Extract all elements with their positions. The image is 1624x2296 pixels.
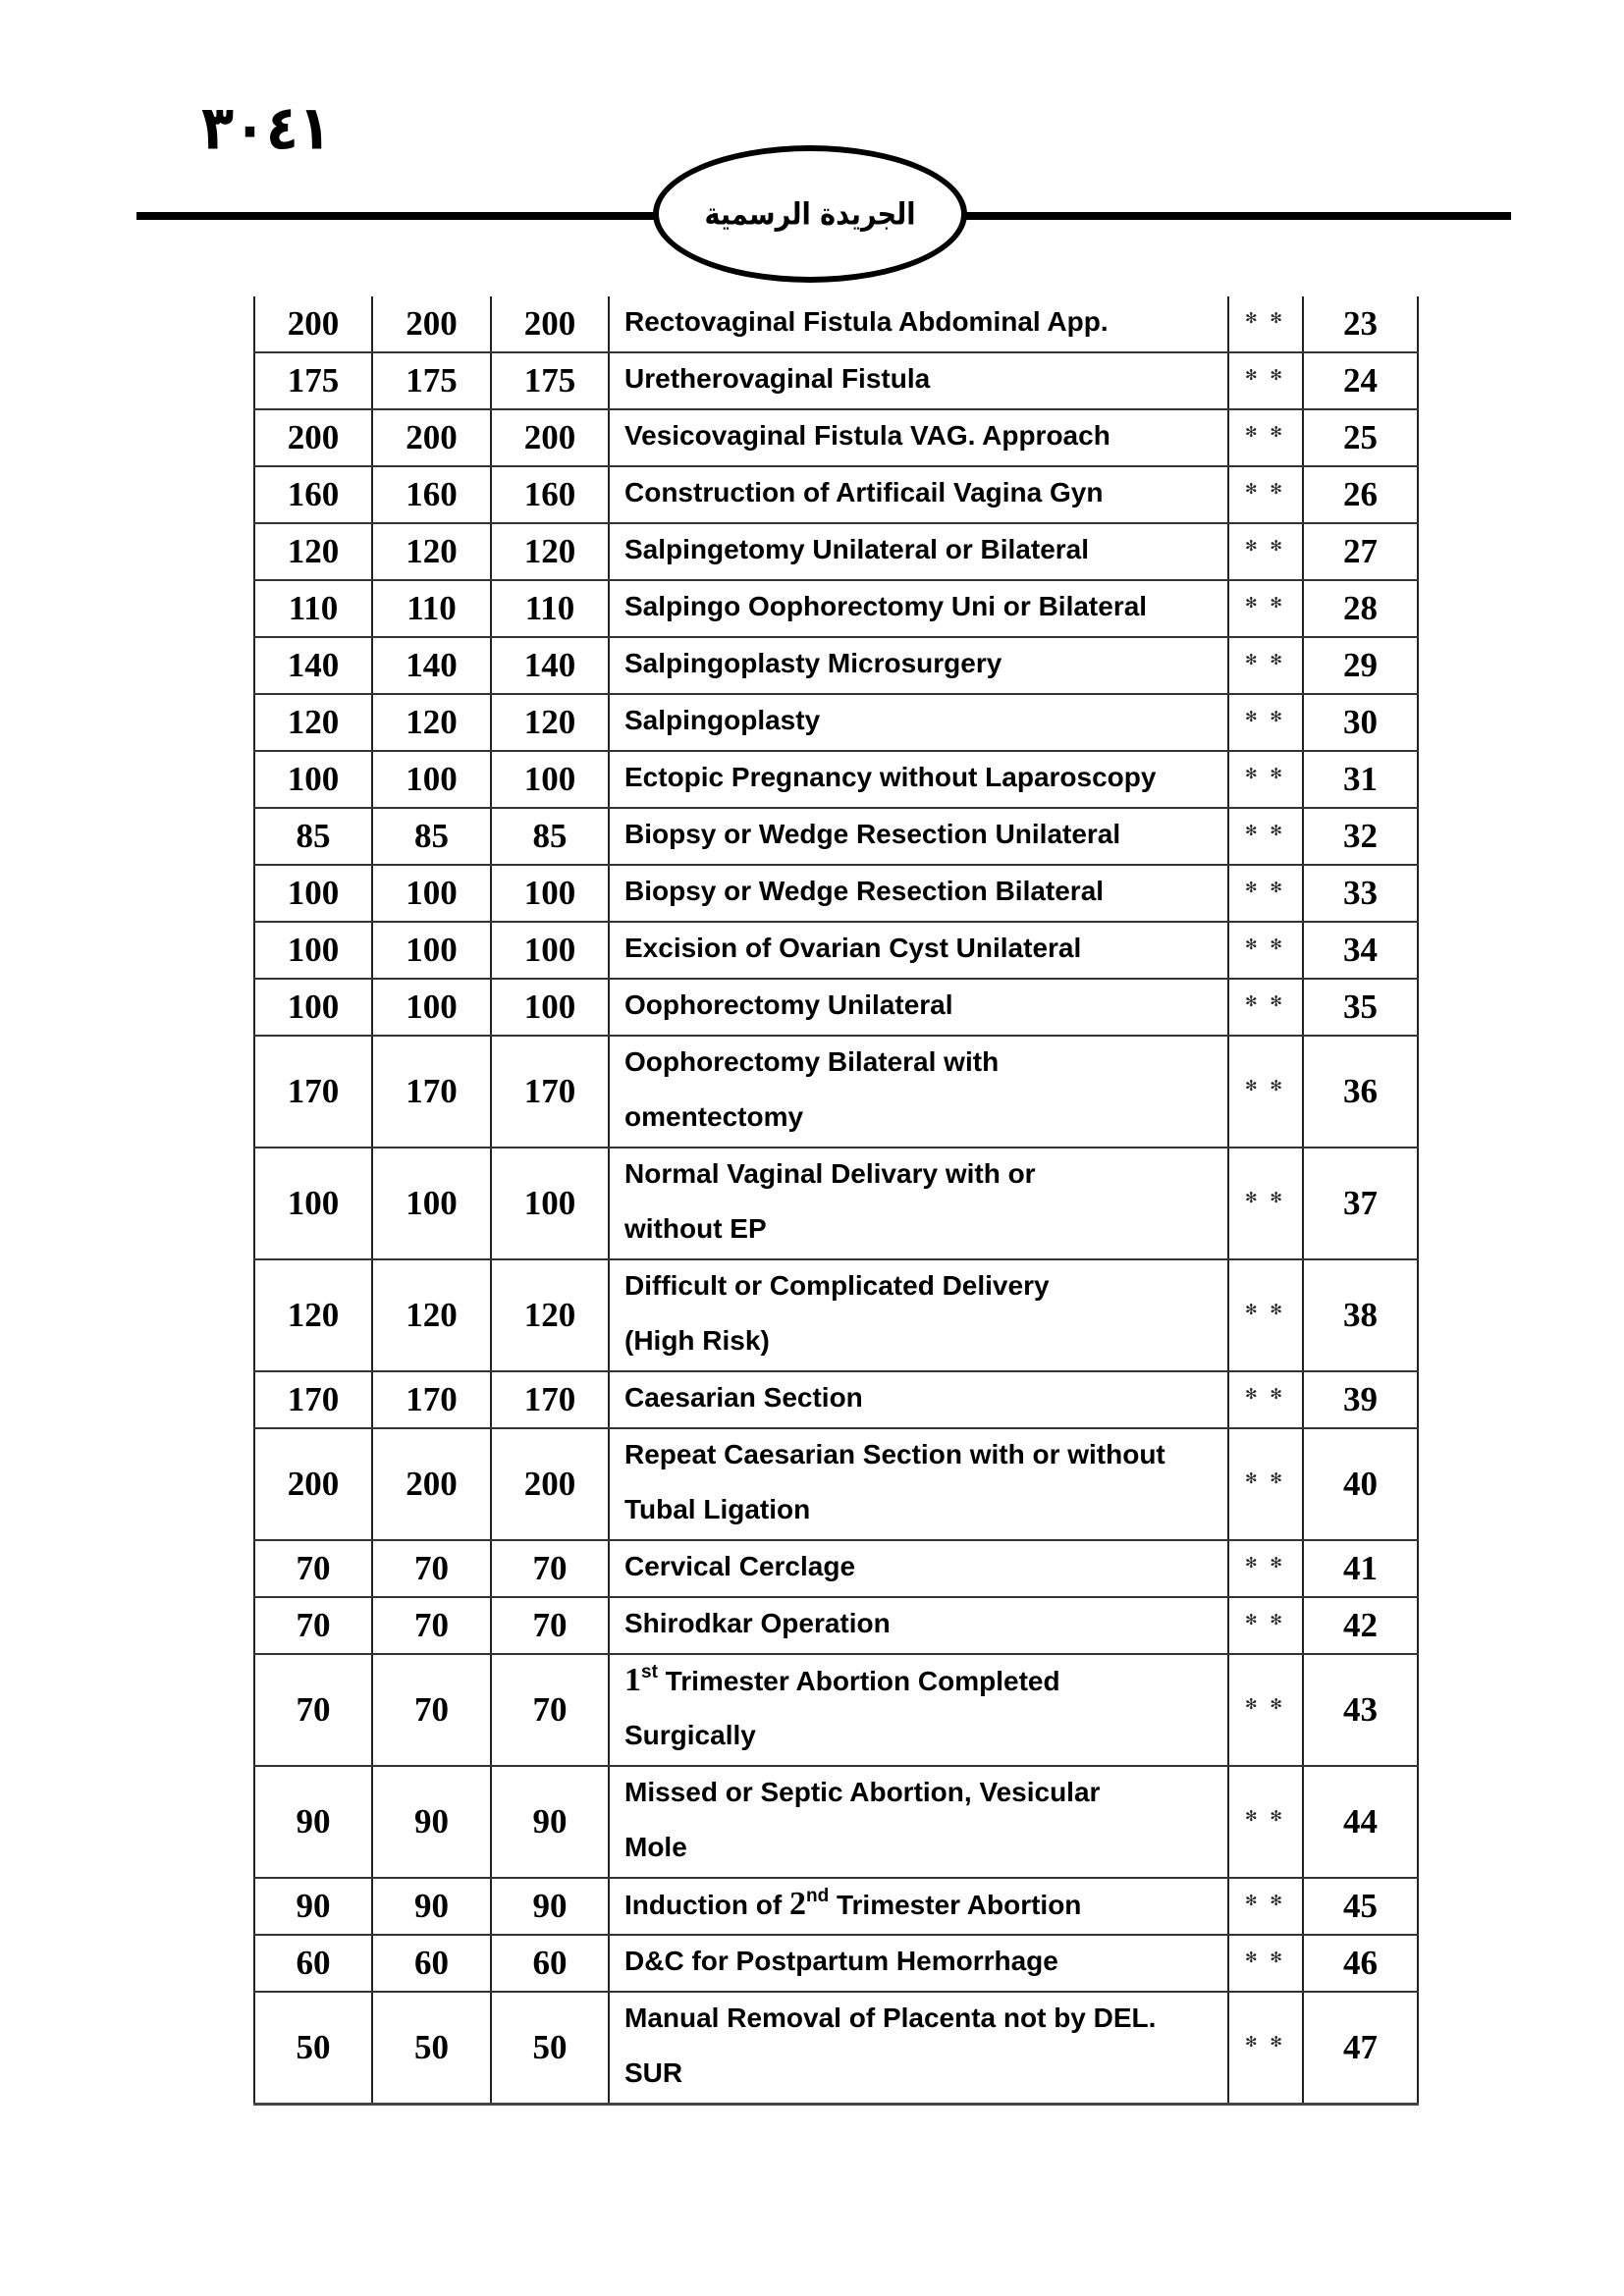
procedure-line: [624, 980, 1227, 1035]
table-row: [254, 922, 1418, 979]
procedure-cell: [609, 1428, 1228, 1540]
asterisk-icon: ✻ ✻: [1245, 992, 1286, 1010]
fee-cell-2: 170: [372, 1036, 491, 1148]
fee-cell-3: 175: [491, 352, 609, 409]
fee-cell-1: 200: [254, 1428, 372, 1540]
asterisk-icon: ✻ ✻: [1245, 423, 1286, 441]
item-number-cell: 33: [1303, 865, 1418, 922]
table-row: [254, 808, 1418, 865]
procedure-cell: [609, 694, 1228, 751]
procedure-line: [624, 1879, 1227, 1934]
procedure-line: [624, 1260, 1227, 1315]
asterisk-icon: ✻ ✻: [1245, 366, 1286, 384]
procedure-cell: [609, 409, 1228, 466]
procedure-text: Manual Removal of Placenta not by DEL.: [624, 2002, 1157, 2033]
procedure-cell: [609, 808, 1228, 865]
fee-cell-2: 100: [372, 865, 491, 922]
fee-cell-2: 170: [372, 1371, 491, 1428]
asterisk-icon: ✻ ✻: [1245, 651, 1286, 668]
table-row: [254, 694, 1418, 751]
item-number-cell: 38: [1303, 1259, 1418, 1371]
procedure-line: [624, 1993, 1227, 2048]
fee-cell-1: 70: [254, 1654, 372, 1766]
procedure-text: D&C for Postpartum Hemorrhage: [624, 1946, 1058, 1976]
asterisk-icon: ✻ ✻: [1245, 309, 1286, 327]
procedure-cell: [609, 352, 1228, 409]
fee-cell-3: 100: [491, 751, 609, 808]
asterisk-icon: ✻ ✻: [1245, 1301, 1286, 1318]
fee-cell-1: 100: [254, 865, 372, 922]
double-asterisk-mark: [1228, 808, 1303, 865]
procedure-line: [624, 1484, 1227, 1539]
fee-cell-3: 100: [491, 922, 609, 979]
table-row: [254, 1766, 1418, 1878]
page-number: ٣٠٤١: [201, 92, 331, 164]
asterisk-icon: ✻ ✻: [1245, 1077, 1286, 1095]
procedure-fee-table: [253, 296, 1419, 2106]
item-number-cell: 42: [1303, 1597, 1418, 1654]
procedure-text: Oophorectomy Unilateral: [624, 989, 953, 1020]
fee-cell-2: 90: [372, 1878, 491, 1935]
item-number-cell: 27: [1303, 523, 1418, 580]
procedure-line: [624, 866, 1227, 921]
table-row: [254, 1597, 1418, 1654]
fee-cell-2: 100: [372, 751, 491, 808]
double-asterisk-mark: [1228, 296, 1303, 352]
asterisk-icon: ✻ ✻: [1245, 537, 1286, 555]
asterisk-icon: ✻ ✻: [1245, 1695, 1286, 1713]
fee-cell-2: 85: [372, 808, 491, 865]
table-row: [254, 1148, 1418, 1259]
fee-cell-2: 70: [372, 1597, 491, 1654]
procedure-text: SUR: [624, 2057, 683, 2088]
procedure-line: [624, 353, 1227, 408]
fee-cell-1: 100: [254, 979, 372, 1036]
item-number-cell: 47: [1303, 1992, 1418, 2105]
procedure-text: Trimester Abortion: [829, 1890, 1082, 1920]
item-number-cell: 41: [1303, 1540, 1418, 1597]
procedure-cell: [609, 296, 1228, 352]
table-row: [254, 352, 1418, 409]
asterisk-icon: ✻ ✻: [1245, 1949, 1286, 1966]
item-number-cell: 23: [1303, 296, 1418, 352]
procedure-line: [624, 1037, 1227, 1092]
procedure-cell: [609, 1371, 1228, 1428]
fee-cell-1: 100: [254, 1148, 372, 1259]
asterisk-icon: ✻ ✻: [1245, 708, 1286, 725]
fee-cell-1: 90: [254, 1878, 372, 1935]
fee-cell-2: 100: [372, 1148, 491, 1259]
procedure-text: Biopsy or Wedge Resection Unilateral: [624, 819, 1121, 849]
fee-cell-1: 90: [254, 1766, 372, 1878]
procedure-cell: [609, 1766, 1228, 1878]
procedure-text: without EP: [624, 1213, 767, 1244]
fee-cell-3: 70: [491, 1540, 609, 1597]
fee-cell-3: 120: [491, 523, 609, 580]
item-number-cell: 34: [1303, 922, 1418, 979]
fee-cell-1: 170: [254, 1036, 372, 1148]
fee-cell-3: 110: [491, 580, 609, 637]
fee-cell-1: 70: [254, 1540, 372, 1597]
procedure-text: Salpingoplasty: [624, 705, 821, 735]
procedure-text: Induction of: [624, 1890, 789, 1920]
double-asterisk-mark: [1228, 1878, 1303, 1935]
procedure-text: Salpingo Oophorectomy Uni or Bilateral: [624, 591, 1148, 621]
double-asterisk-mark: [1228, 580, 1303, 637]
table-row: [254, 1878, 1418, 1935]
table-row: [254, 1036, 1418, 1148]
double-asterisk-mark: [1228, 1259, 1303, 1371]
procedure-line: [624, 2048, 1227, 2103]
procedure-line: [624, 809, 1227, 864]
asterisk-icon: ✻ ✻: [1245, 822, 1286, 839]
table-body: [254, 296, 1418, 2105]
fee-cell-2: 90: [372, 1766, 491, 1878]
table-row: [254, 1259, 1418, 1371]
fee-cell-2: 160: [372, 466, 491, 523]
asterisk-icon: ✻ ✻: [1245, 1554, 1286, 1572]
double-asterisk-mark: [1228, 1371, 1303, 1428]
asterisk-icon: ✻ ✻: [1245, 879, 1286, 896]
procedure-text: Normal Vaginal Delivary with or: [624, 1158, 1036, 1189]
asterisk-icon: ✻ ✻: [1245, 480, 1286, 498]
fee-cell-3: 70: [491, 1654, 609, 1766]
fee-cell-3: 200: [491, 409, 609, 466]
procedure-text: Oophorectomy Bilateral with: [624, 1046, 1000, 1077]
fee-cell-3: 70: [491, 1597, 609, 1654]
item-number-cell: 44: [1303, 1766, 1418, 1878]
double-asterisk-mark: [1228, 466, 1303, 523]
table-row: [254, 1935, 1418, 1992]
fee-cell-1: 110: [254, 580, 372, 637]
fee-cell-2: 175: [372, 352, 491, 409]
item-number-cell: 45: [1303, 1878, 1418, 1935]
procedure-cell: [609, 922, 1228, 979]
table-row: [254, 751, 1418, 808]
fee-cell-2: 200: [372, 296, 491, 352]
table-row: [254, 637, 1418, 694]
asterisk-icon: ✻ ✻: [1245, 935, 1286, 953]
procedure-cell: [609, 1597, 1228, 1654]
procedure-text: Biopsy or Wedge Resection Bilateral: [624, 876, 1105, 906]
item-number-cell: 25: [1303, 409, 1418, 466]
ordinal-suffix: nd: [805, 1885, 830, 1906]
item-number-cell: 24: [1303, 352, 1418, 409]
double-asterisk-mark: [1228, 1935, 1303, 1992]
procedure-text: Excision of Ovarian Cyst Unilateral: [624, 933, 1082, 963]
procedure-text: Salpingoplasty Microsurgery: [624, 648, 1002, 678]
procedure-text: Caesarian Section: [624, 1382, 863, 1413]
procedure-cell: [609, 637, 1228, 694]
table-row: [254, 466, 1418, 523]
procedure-text: 2: [788, 1886, 806, 1922]
fee-cell-1: 120: [254, 694, 372, 751]
table-row: [254, 1654, 1418, 1766]
procedure-cell: [609, 979, 1228, 1036]
procedure-line: [624, 1372, 1227, 1427]
item-number-cell: 37: [1303, 1148, 1418, 1259]
fee-cell-2: 200: [372, 1428, 491, 1540]
procedure-line: [624, 1655, 1227, 1710]
double-asterisk-mark: [1228, 637, 1303, 694]
double-asterisk-mark: [1228, 922, 1303, 979]
fee-cell-3: 100: [491, 1148, 609, 1259]
procedure-cell: [609, 1148, 1228, 1259]
item-number-cell: 35: [1303, 979, 1418, 1036]
fee-cell-1: 170: [254, 1371, 372, 1428]
asterisk-icon: ✻ ✻: [1245, 1807, 1286, 1825]
procedure-text: Trimester Abortion Completed: [657, 1666, 1060, 1696]
fee-cell-3: 90: [491, 1766, 609, 1878]
fee-cell-1: 85: [254, 808, 372, 865]
double-asterisk-mark: [1228, 1540, 1303, 1597]
double-asterisk-mark: [1228, 694, 1303, 751]
item-number-cell: 32: [1303, 808, 1418, 865]
fee-cell-1: 200: [254, 409, 372, 466]
procedure-cell: [609, 466, 1228, 523]
fee-cell-1: 100: [254, 751, 372, 808]
table-row: [254, 409, 1418, 466]
fee-cell-2: 50: [372, 1992, 491, 2105]
procedure-cell: [609, 523, 1228, 580]
procedure-text: Surgically: [624, 1720, 756, 1750]
fee-cell-2: 200: [372, 409, 491, 466]
fee-cell-1: 175: [254, 352, 372, 409]
double-asterisk-mark: [1228, 979, 1303, 1036]
table-row: [254, 1371, 1418, 1428]
procedure-line: [624, 1092, 1227, 1147]
fee-cell-3: 50: [491, 1992, 609, 2105]
procedure-text: Shirodkar Operation: [624, 1608, 891, 1638]
fee-cell-3: 140: [491, 637, 609, 694]
asterisk-icon: ✻ ✻: [1245, 1611, 1286, 1629]
table-row: [254, 1428, 1418, 1540]
double-asterisk-mark: [1228, 865, 1303, 922]
item-number-cell: 40: [1303, 1428, 1418, 1540]
fee-cell-2: 120: [372, 694, 491, 751]
header-rule-left: [136, 212, 657, 220]
fee-cell-1: 100: [254, 922, 372, 979]
procedure-text: Uretherovaginal Fistula: [624, 363, 931, 394]
fee-cell-3: 85: [491, 808, 609, 865]
table-row: [254, 1540, 1418, 1597]
procedure-text: 1: [624, 1662, 641, 1698]
fee-cell-1: 60: [254, 1935, 372, 1992]
procedure-line: [624, 1822, 1227, 1877]
procedure-line: [624, 296, 1227, 351]
double-asterisk-mark: [1228, 1148, 1303, 1259]
fee-cell-2: 120: [372, 523, 491, 580]
procedure-line: [624, 638, 1227, 693]
header-rule-right: [962, 212, 1511, 220]
fee-cell-3: 100: [491, 865, 609, 922]
item-number-cell: 26: [1303, 466, 1418, 523]
procedure-line: [624, 1203, 1227, 1258]
double-asterisk-mark: [1228, 1654, 1303, 1766]
fee-cell-3: 200: [491, 296, 609, 352]
double-asterisk-mark: [1228, 751, 1303, 808]
procedure-cell: [609, 1540, 1228, 1597]
fee-cell-2: 100: [372, 922, 491, 979]
double-asterisk-mark: [1228, 352, 1303, 409]
procedure-text: Mole: [624, 1832, 687, 1862]
double-asterisk-mark: [1228, 523, 1303, 580]
fee-cell-3: 170: [491, 1036, 609, 1148]
procedure-cell: [609, 1036, 1228, 1148]
item-number-cell: 43: [1303, 1654, 1418, 1766]
fee-cell-1: 160: [254, 466, 372, 523]
procedure-text: Tubal Ligation: [624, 1494, 811, 1524]
fee-cell-3: 120: [491, 1259, 609, 1371]
table-row: [254, 296, 1418, 352]
item-number-cell: 46: [1303, 1935, 1418, 1992]
procedure-text: Ectopic Pregnancy without Laparoscopy: [624, 762, 1157, 792]
procedure-cell: [609, 1654, 1228, 1766]
item-number-cell: 28: [1303, 580, 1418, 637]
procedure-cell: [609, 751, 1228, 808]
procedure-line: [624, 581, 1227, 636]
procedure-line: [624, 467, 1227, 522]
procedure-text: Difficult or Complicated Delivery: [624, 1270, 1050, 1301]
item-number-cell: 39: [1303, 1371, 1418, 1428]
table-row: [254, 979, 1418, 1036]
procedure-cell: [609, 1878, 1228, 1935]
fee-cell-1: 140: [254, 637, 372, 694]
table-row: [254, 1992, 1418, 2105]
asterisk-icon: ✻ ✻: [1245, 1189, 1286, 1206]
fee-cell-2: 110: [372, 580, 491, 637]
procedure-text: Cervical Cerclage: [624, 1551, 856, 1581]
fee-cell-2: 60: [372, 1935, 491, 1992]
procedure-text: Salpingetomy Unilateral or Bilateral: [624, 534, 1090, 564]
fee-cell-1: 120: [254, 523, 372, 580]
item-number-cell: 29: [1303, 637, 1418, 694]
fee-cell-3: 120: [491, 694, 609, 751]
fee-cell-1: 70: [254, 1597, 372, 1654]
procedure-line: [624, 695, 1227, 750]
fee-cell-1: 50: [254, 1992, 372, 2105]
item-number-cell: 31: [1303, 751, 1418, 808]
fee-cell-2: 120: [372, 1259, 491, 1371]
procedure-text: omentectomy: [624, 1101, 804, 1132]
fee-cell-3: 100: [491, 979, 609, 1036]
procedure-line: [624, 1429, 1227, 1484]
ordinal-suffix: st: [641, 1661, 658, 1682]
double-asterisk-mark: [1228, 1597, 1303, 1654]
table-row: [254, 523, 1418, 580]
procedure-cell: [609, 1259, 1228, 1371]
fee-cell-2: 70: [372, 1540, 491, 1597]
table-row: [254, 865, 1418, 922]
asterisk-icon: ✻ ✻: [1245, 1892, 1286, 1909]
procedure-text: Construction of Artificail Vagina Gyn: [624, 477, 1104, 507]
fee-cell-3: 90: [491, 1878, 609, 1935]
publication-title: الجريدة الرسمية: [704, 196, 916, 232]
procedure-text: (High Risk): [624, 1325, 770, 1356]
fee-cell-2: 100: [372, 979, 491, 1036]
procedure-line: [624, 524, 1227, 579]
fee-cell-3: 170: [491, 1371, 609, 1428]
procedure-line: [624, 923, 1227, 978]
fee-cell-2: 140: [372, 637, 491, 694]
asterisk-icon: ✻ ✻: [1245, 1469, 1286, 1487]
fee-cell-2: 70: [372, 1654, 491, 1766]
procedure-text: Rectovaginal Fistula Abdominal App.: [624, 306, 1109, 337]
procedure-line: [624, 1148, 1227, 1203]
item-number-cell: 36: [1303, 1036, 1418, 1148]
procedure-line: [624, 752, 1227, 807]
fee-cell-3: 160: [491, 466, 609, 523]
procedure-line: [624, 1598, 1227, 1653]
procedure-line: [624, 1315, 1227, 1370]
procedure-text: Repeat Caesarian Section with or without: [624, 1439, 1165, 1469]
fee-cell-1: 120: [254, 1259, 372, 1371]
procedure-cell: [609, 865, 1228, 922]
procedure-line: [624, 1710, 1227, 1765]
procedure-line: [624, 1541, 1227, 1596]
asterisk-icon: ✻ ✻: [1245, 2033, 1286, 2051]
table-row: [254, 580, 1418, 637]
procedure-cell: [609, 580, 1228, 637]
procedure-line: [624, 1936, 1227, 1991]
asterisk-icon: ✻ ✻: [1245, 594, 1286, 612]
procedure-text: Missed or Septic Abortion, Vesicular: [624, 1777, 1101, 1807]
double-asterisk-mark: [1228, 1992, 1303, 2105]
procedure-text: Vesicovaginal Fistula VAG. Approach: [624, 420, 1110, 451]
item-number-cell: 30: [1303, 694, 1418, 751]
double-asterisk-mark: [1228, 1036, 1303, 1148]
fee-cell-1: 200: [254, 296, 372, 352]
asterisk-icon: ✻ ✻: [1245, 1385, 1286, 1403]
procedure-line: [624, 1767, 1227, 1822]
procedure-cell: [609, 1992, 1228, 2105]
double-asterisk-mark: [1228, 1766, 1303, 1878]
fee-cell-3: 200: [491, 1428, 609, 1540]
procedure-cell: [609, 1935, 1228, 1992]
fee-cell-3: 60: [491, 1935, 609, 1992]
double-asterisk-mark: [1228, 1428, 1303, 1540]
procedure-line: [624, 410, 1227, 465]
double-asterisk-mark: [1228, 409, 1303, 466]
publication-title-oval: [653, 145, 967, 283]
asterisk-icon: ✻ ✻: [1245, 765, 1286, 782]
